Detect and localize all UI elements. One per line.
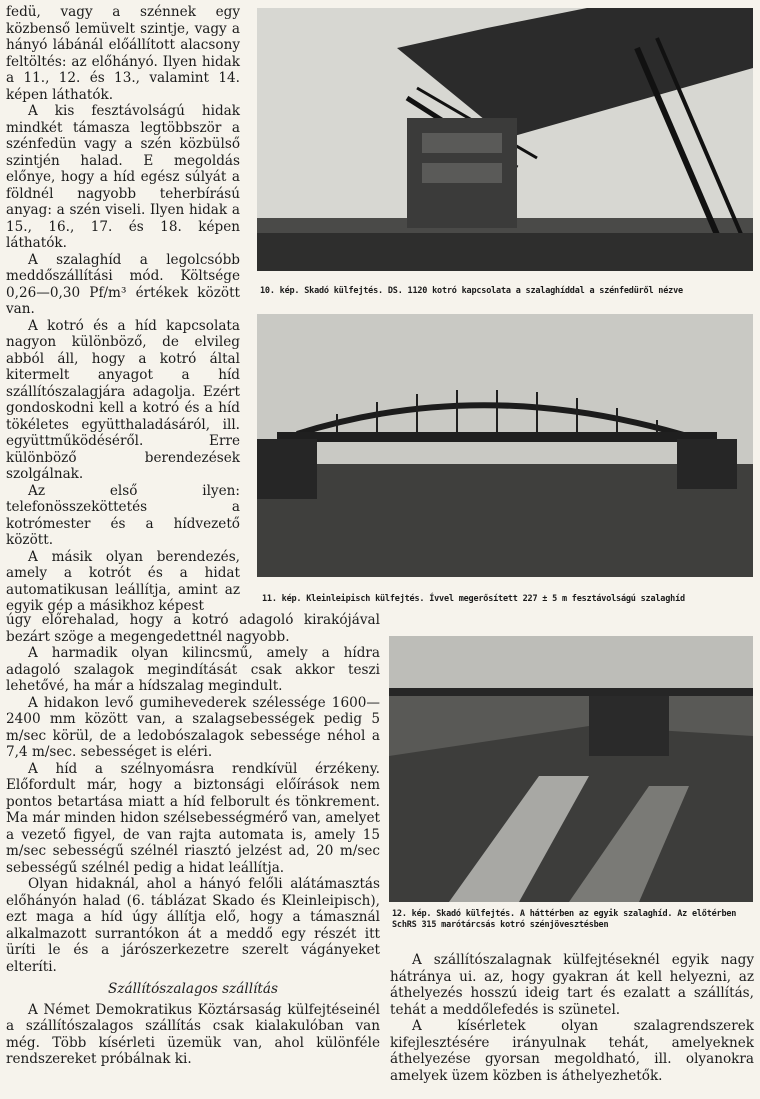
paragraph: Az első ilyen: telefonösszeköttetés a kotrómester és a hídvezető között. (6, 482, 240, 548)
paragraph: A Német Demokratikus Köztársaság külfejtéseinél a szállítószalagos szállítás csak kialakulóban van még. Több kísérleti üzemük van, ahol különféle rendszereket próbálnak ki. (6, 1001, 380, 1067)
left-column-top (6, 4, 240, 615)
paragraph: A másik olyan berendezés, amely a kotrót és a hidat automatikusan leállítja, amint az egyik gép a másikhoz képest (6, 548, 240, 614)
right-column (390, 952, 754, 1084)
paragraph: A szállítószalagnak külfejtéseknél egyik nagy hátránya ui. az, hogy gyakran át kell helyezni, az áthelyezés hosszú ideig tart és ezalatt a szállítás, tehát a meddőlefedés is szünetel. (390, 952, 754, 1018)
paragraph: A kísérletek olyan szalagrendszerek kifejlesztésére irányulnak tehát, amelyeknek áthelyezése gyorsan megoldható, ill. olyanokra amelyek üzem közben is áthelyezhetők. (390, 1018, 754, 1084)
figure-11-photo (257, 314, 753, 577)
paragraph: úgy előrehalad, hogy a kotró adagoló kirakójával bezárt szöge a megengedettnél nagyobb. (6, 612, 380, 645)
mine-panorama-image (389, 636, 753, 902)
paragraph: A kotró és a híd kapcsolata nagyon különböző, de elvileg abból áll, hogy a kotró által kitermelt anyagot a híd szállítószalagjára adagolja. Ezért gondoskodni kell a kotró és a híd tökéletes együtthaladásáról, ill. együttműködéséről. Erre különböző berendezések szolgálnak. (6, 317, 240, 482)
figure-10-caption: 10. kép. Skadó külfejtés. DS. 1120 kotró kapcsolata a szalaghíddal a szénfedüről nézve (260, 286, 683, 296)
figure-11-caption: 11. kép. Kleinleipisch külfejtés. Ívvel megerősített 227 ± 5 m fesztávolságú szalaghíd (262, 594, 685, 604)
paragraph: A kis fesztávolságú hidak mindkét támasza legtöbbször a szénfedün vagy a szén közbülső szintjén halad. E megoldás előnye, hogy a híd egész súlyát a földnél nagyobb teherbírású anyag: a szén viseli. Ilyen hidak a 15., 16., 17. és 18. képen láthatók. (6, 103, 240, 251)
section-heading: Szállítószalagos szállítás (108, 981, 278, 997)
crane-excavator-image (257, 8, 753, 271)
paragraph: A harmadik olyan kilincsmű, amely a hídra adagoló szalagok megindítását csak akkor teszi lehetővé, ha már a hídszalag megindult. (6, 645, 380, 694)
left-column-wide (6, 612, 380, 1068)
figure-10-photo (257, 8, 753, 271)
paragraph: A szalaghíd a legolcsóbb meddőszállítási mód. Költsége 0,26—0,30 Pf/m³ értékek között van. (6, 251, 240, 317)
figure-12-caption: 12. kép. Skadó külfejtés. A háttérben az egyik szalaghíd. Az előtérben SchRS 315 marótárcsás kotró szénjövesztésben (392, 909, 737, 930)
paragraph: fedü, vagy a szénnek egy közbenső lemüvelt szintje, vagy a hányó lábánál előállított alacsony feltöltés: az előhányó. Ilyen hidak a 11., 12. és 13., valamint 14. képen láthatók. (6, 4, 240, 103)
arched-bridge-image (257, 314, 753, 577)
paragraph: Olyan hidaknál, ahol a hányó felőli alátámasztás előhányón halad (6. táblázat Skado és Kleinleipisch), ezt maga a híd úgy állítja elő, hogy a támasznál alkalmazott surrantókon át a meddő egy részét itt üríti le és a járószerkezetre szerelt vágányeket elteríti. (6, 876, 380, 975)
paragraph: A hidakon levő gumihevederek szélessége 1600—2400 mm között van, a szalagsebességek pedig 5 m/sec körül, de a ledobószalagok sebessége néhol a 7,4 m/sec. sebességet is eléri. (6, 694, 380, 760)
figure-12-photo (389, 636, 753, 902)
paragraph: A híd a szélnyomásra rendkívül érzékeny. Előfordult már, hogy a biztonsági előírások nem pontos betartása miatt a híd felborult és tönkrement. Ma már minden hidon szélsebességmérő van, amelyet a vezető figyel, de van rajta automata is, amely 15 m/sec sebességű szélnél riasztó jelzést ad, 20 m/sec sebességű szélnél pedig a hidat leállítja. (6, 760, 380, 876)
